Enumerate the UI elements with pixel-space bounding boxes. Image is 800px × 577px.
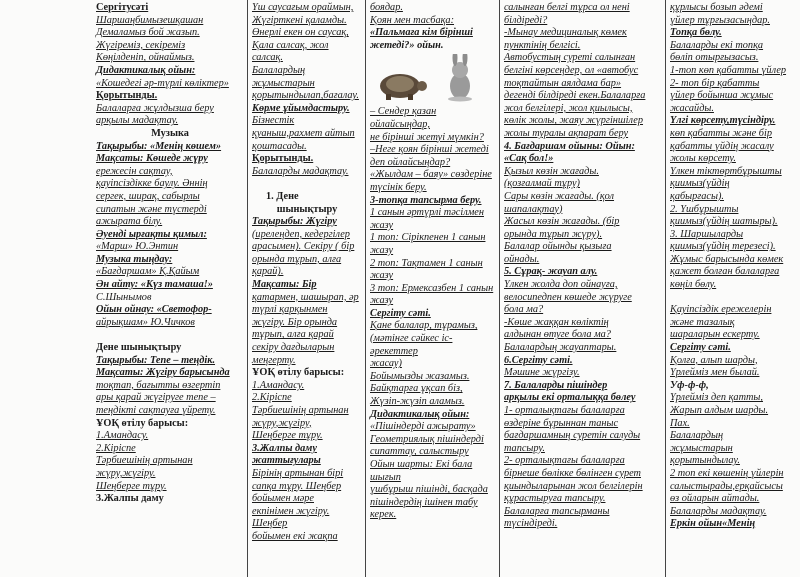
- col1-line: 1.Амандасу.: [96, 430, 149, 442]
- col4-line: пунктінің белгісі.: [504, 39, 581, 51]
- col4-line: шапалақтау): [504, 203, 563, 215]
- col2-line: бойымен мәре: [252, 493, 314, 505]
- col1-line: Жүгіреміз, секіреміз: [96, 39, 186, 51]
- col5-line: жұмыстарын: [670, 442, 733, 454]
- col3-line: жазу: [370, 295, 394, 307]
- col3-line: үшбұрыш пішінді, басқада: [370, 484, 488, 496]
- col4-line: көлік жолы, жаяу жүргіншілер: [504, 115, 644, 127]
- col4-line: 1- орталықтағы балаларға: [504, 405, 625, 416]
- col4-line: -Көше жаққан көліктің: [504, 316, 609, 328]
- col5-line: жолы көрсету.: [670, 153, 736, 165]
- col2-line: Тақырыбы: Жүгіру: [252, 216, 337, 228]
- col5-line: Үлгі көрсету,түсіндіру.: [670, 115, 776, 127]
- col3-line: Қоян мен тасбақа:: [370, 14, 455, 26]
- col4-line: жол белгілері, жол қиылысы,: [504, 102, 633, 114]
- column-3: [366, 0, 499, 577]
- col3-line: «Жылдам – баяу» сөздеріне: [370, 169, 492, 181]
- col3-line: керек.: [370, 509, 397, 521]
- col2-line: [252, 178, 362, 191]
- col5-line: [670, 292, 797, 305]
- column-5: [666, 0, 800, 577]
- col1-line: сергек, ширақ, сабырлы: [96, 190, 200, 202]
- col2-line: Балалардың: [252, 64, 306, 76]
- col1-line: сипатын және түстерді: [96, 203, 207, 215]
- col4-line: дегенді білдіреді екен.Балаларға: [504, 90, 646, 102]
- tortoise-leg: [386, 94, 391, 100]
- col5-line: Балаларды екі топқа: [670, 39, 764, 51]
- col5-line: Қолға, алып шарды,: [670, 354, 758, 366]
- col2-line: қатармен, шашырап, әр: [252, 291, 359, 303]
- column-2: [248, 0, 365, 577]
- col2-line: қорытындылап,бағалау.: [252, 90, 359, 102]
- col1-line: ережесін сақтау,: [96, 165, 173, 177]
- col2-line: меңгерту.: [252, 354, 296, 366]
- col2-line: 1.Амандасу.: [252, 379, 305, 391]
- col1-line: ажырата білу.: [96, 216, 163, 228]
- col1-line: Тәрбиешінің артынан: [96, 455, 193, 467]
- col1-line: айрықшам» Ю.Чичков: [96, 316, 195, 328]
- col5-line: қорытындылау.: [670, 455, 740, 467]
- col1-line: Мақсаты: Көшеде жүру: [96, 153, 208, 165]
- col2-line: Үш саусағым ораймын,: [252, 2, 354, 13]
- col2-line: қуаныш,рахмет айтып: [252, 127, 355, 139]
- col4-line: тоқтайтын аялдама бар»: [504, 77, 622, 89]
- col1-line: 2.Кіріспе: [96, 442, 136, 454]
- col2-line: орында тұрып, алға: [252, 253, 342, 265]
- col4-line: 7. Балаларды пішіндер: [504, 379, 608, 391]
- column-1: [92, 0, 247, 577]
- col3-line: Қане балалар, тұрамыз,: [370, 320, 478, 332]
- col4-line: -Мынау медициналық көмек: [504, 27, 627, 39]
- col3-line: 3-топқа тапсырма беру.: [370, 194, 482, 206]
- col4-line: 5. Сұрақ- жауап алу.: [504, 266, 598, 278]
- col5-line: салыстырады,ерқайсысы: [670, 480, 783, 492]
- col1-line: Демаламыз бой жазып.: [96, 27, 200, 39]
- col1-line: жүру,жүгіру.: [96, 467, 156, 479]
- col4-line: білдіреді?: [504, 14, 548, 26]
- col4-line: Мәшине жүргізу.: [504, 367, 580, 379]
- col1-line: Тақырыбы: Тепе – теңдік.: [96, 354, 216, 366]
- col2-line: қоштасады.: [252, 140, 307, 152]
- col3-line: жетеді?» ойын.: [370, 39, 444, 51]
- col3-line: – Сендер қазан ойлайсыңдар,: [370, 106, 437, 130]
- tortoise-hare-image: [370, 54, 498, 102]
- col2-line: екпінімен жүгіру. Шеңбер: [252, 505, 330, 530]
- col2-line: Көрме ұйымдастыру.: [252, 102, 350, 114]
- col5-line: Топқа бөлу.: [670, 27, 722, 39]
- col3-line: Байқтарға ұқсап біз,: [370, 383, 463, 395]
- col2-line: Қала салсақ, жол: [252, 39, 329, 51]
- col5-line: Жарып алдым шарды.: [670, 405, 769, 416]
- col3-line: сипаттау, салыстыру: [370, 446, 469, 458]
- col1-line: Сергітусәті: [96, 2, 149, 13]
- col2-line: қарай).: [252, 266, 284, 278]
- col1-line: Дене шынықтыру: [96, 342, 182, 354]
- col4-line: тапсыру.: [504, 442, 545, 454]
- col5-line: Пах.: [670, 417, 690, 429]
- col3-line: Бойымызды жазамыз.: [370, 370, 470, 382]
- col3-line: пішіндердің ішінен табу: [370, 496, 478, 508]
- col2-line: тұрып, алға қарай: [252, 329, 334, 341]
- col4-line: 6.Сергіту сәті.: [504, 354, 573, 366]
- col5-line: қажет болған балаларға: [670, 266, 780, 278]
- col5-line: Балаларды мадақтау.: [670, 505, 767, 517]
- col5-line: 2 топ екі көшенің үйлерін: [670, 467, 784, 479]
- col3-line: Геометриялық пішіндерді: [370, 433, 484, 445]
- col5-line: көңіл бөлу.: [670, 279, 717, 291]
- col5-line: құрлысы бозып әдемі: [670, 2, 763, 13]
- col4-line: құрастыруға тапсыру.: [504, 493, 606, 505]
- col1-line: Тақырыбы: «Менің көшем»: [96, 140, 222, 152]
- col1-line: қауіпсіздікке баулу. Әннің: [96, 178, 208, 190]
- col2-line: Бізнестік: [252, 115, 295, 127]
- col5-line: 3. Шаршыларды: [670, 228, 744, 240]
- tortoise-shell-pattern: [386, 76, 414, 92]
- col5-line: Уф-ф-ф,: [670, 379, 709, 391]
- col1-line: [96, 329, 244, 342]
- col1-line: «Марш» Ю.Энтин: [96, 241, 179, 253]
- col4-line: (қозғалмай тұру): [504, 178, 580, 190]
- col2-line: сапқа тұру. Шеңбер: [252, 480, 342, 492]
- col4-line: бірнеше бөлікке бөлінген сурет: [504, 467, 641, 479]
- col1-line: «Кошедегі әр-түрлі көліктер»: [96, 77, 229, 89]
- col4-line: «Сақ бол!»: [504, 153, 554, 165]
- col5-line: бөліп отырғызасыз.: [670, 52, 759, 64]
- col2-line: Қорытынды.: [252, 153, 314, 165]
- col1-line: Мақсаты: Жүгіру барысында: [96, 367, 230, 379]
- col5-line: қиимыз(үйдің терезесі).: [670, 241, 776, 253]
- col1-line: тоқтап, бағытты өзгертіп: [96, 379, 221, 391]
- col4-line: салынған белгі тұрса ол нені: [504, 2, 630, 13]
- col1-line: 3.Жалпы даму: [96, 493, 164, 505]
- col1-line: С.Шынымов: [96, 291, 152, 303]
- col4-line: ойнады.: [504, 253, 540, 265]
- col3-line: жазу: [370, 244, 394, 256]
- col2-line: шынықтыру: [276, 203, 338, 215]
- col3-line: деп ойлайсыңдар?: [370, 156, 451, 168]
- col5-line: Жұмыс барысында көмек: [670, 253, 784, 265]
- col4-line: Балаларға тапсырманы: [504, 505, 610, 517]
- col2-line: ҰОҚ өтілу барысы:: [252, 367, 345, 379]
- col3-line: жазу: [370, 219, 394, 231]
- col5-line: Қауіпсіздік ережелерін: [670, 304, 772, 316]
- col5-line: көп қабатты және бір: [670, 127, 772, 139]
- col2-line: арасымен). Секіру ( бір: [252, 241, 355, 253]
- col4-line: Балалардың жауаптары.: [504, 342, 617, 354]
- col1-line: Шеңберге тұру.: [96, 480, 167, 492]
- col1-line: Шаршаңбимызешқашан: [96, 14, 204, 26]
- col1-line: арқылы мадақтау.: [96, 115, 179, 127]
- col5-line: шараларын ескерту.: [670, 329, 760, 341]
- col3-line: 1 санын әртүрлі тәсілмен: [370, 207, 484, 219]
- col2-line: 3.Жалпы даму: [252, 442, 317, 454]
- col4-line: 2- орталықтағы балаларға: [504, 455, 625, 467]
- col2-line: жаттығулары: [252, 455, 321, 467]
- col5-line: Еркін ойын«Менің: [670, 518, 756, 530]
- col4-line: Қызыл көзін жағады.: [504, 165, 599, 177]
- col4-line: Жасыл көзін жағады. (бір: [504, 216, 620, 228]
- col1-line: «Бағдаршам» Қ.Қайым: [96, 266, 200, 278]
- col3-line: «Пальмаға кім бірінші: [370, 27, 473, 39]
- col2-line: Өнерлі екен он саусақ,: [252, 27, 349, 39]
- col2-line: бойымен екі жақпа: [252, 530, 338, 542]
- col1-line: Көңілденіп, ойнаймыз.: [96, 52, 195, 64]
- col3-line: 3 топ: Ермексазбен 1 санын: [370, 282, 494, 294]
- col2-line: секіру дағдыларын: [252, 342, 335, 354]
- col2-line: Бірінің артынан бірі: [252, 467, 344, 479]
- col4-line: арқылы екі орталыққа бөлеу: [504, 392, 636, 404]
- col3-line: боядар.: [370, 2, 403, 13]
- col4-line: орында тұрып жүру).: [504, 228, 603, 240]
- col3-line: не бірінші жетуі мүмкін?: [370, 131, 484, 143]
- col3-line: жасау): [370, 358, 402, 370]
- col5-line: қиимыз(үйдің: [670, 178, 730, 190]
- col2-line: жұмыстарын: [252, 77, 315, 89]
- col4-line: бола ма?: [504, 304, 544, 316]
- col3-line: Дидактикалық ойын:: [370, 408, 470, 420]
- blank-margin: [0, 0, 90, 577]
- col3-line: 2 топ: Тақтамен 1 санын: [370, 257, 483, 269]
- col4-line: өздеріне бұрыннан таныс: [504, 417, 619, 429]
- col2-line: 2.Кіріспе: [252, 392, 292, 404]
- col4-line: велосипедпен көшеде жүруге: [504, 291, 632, 303]
- col1-line: Балаларға жұлдызша беру: [96, 102, 214, 114]
- col1-line: ары қарай жүгіруге тепе –: [96, 392, 216, 404]
- col1-line: Музыка: [151, 127, 189, 139]
- col5-line: үйлер бойынша жұмыс: [670, 90, 774, 102]
- col1-line: Дидактикалық ойын:: [96, 64, 196, 76]
- col4-line: қиындыларынан жол белгілерін: [504, 480, 643, 492]
- col5-line: және тазалық: [670, 316, 735, 328]
- tortoise-head: [417, 81, 427, 91]
- col3-line: –Неге қоян бірінші жетеді: [370, 144, 489, 156]
- col3-line: 1 топ: Сірікпенен 1 санын: [370, 232, 486, 244]
- col3-line: Сергіту сәті.: [370, 307, 431, 319]
- col5-line: 2- топ бір қабатты: [670, 77, 760, 89]
- col2-line: Мақсаты: Бір: [252, 279, 317, 291]
- col4-line: түсіндіреді.: [504, 518, 558, 530]
- col2-line: Балаларды мадақтау.: [252, 165, 349, 177]
- tortoise-and-hare-illustration: [370, 54, 496, 102]
- col4-line: бағдаршамның суретін салуды: [504, 430, 641, 442]
- tortoise-leg: [408, 94, 413, 100]
- col1-line: Әуенді ырғақты қимыл:: [96, 228, 207, 240]
- col1-line: Қорытынды.: [96, 90, 158, 102]
- col5-line: Сергіту сәті.: [670, 342, 731, 354]
- col1-line: Ән айту: «Күз тамаша!»: [96, 279, 213, 291]
- col1-line: теңдікті сақтауға үйрету.: [96, 405, 216, 416]
- col2-line: Шеңберге тұру.: [252, 430, 323, 442]
- col1-line: Музыка тыңдау:: [96, 253, 173, 265]
- col2-line: түрлі қарқынмен: [252, 304, 328, 316]
- col3-line: түсінік беру.: [370, 181, 427, 193]
- col1-line: Ойын ойнау: «Светофор-: [96, 304, 212, 316]
- col4-line: Сары көзін жағады. (қол: [504, 190, 615, 202]
- col5-line: үйлер тұрғызасыңдар.: [670, 14, 770, 26]
- hare-shadow: [448, 97, 472, 102]
- col2-line: жүру,жүгіру,: [252, 417, 312, 429]
- column-4: [500, 0, 665, 577]
- col4-line: алдынан өтуге бола ма?: [504, 329, 611, 341]
- col3-line: (мәтінге сәйкес іс-әрекеттер: [370, 333, 453, 357]
- col2-line: Жүгірткені қаламды.: [252, 14, 347, 26]
- col4-line: Үлкен жолда доп ойнауға,: [504, 279, 618, 291]
- col4-line: Балалар ойынды қызыға: [504, 241, 612, 253]
- col3-line: «Пішіндерді ажырату»: [370, 421, 476, 433]
- col5-line: қиимыз(үйдің шатыры).: [670, 216, 778, 228]
- col5-line: жасайды.: [670, 102, 714, 114]
- col2-line: (ирелеңдеп, кедергілер: [252, 228, 350, 240]
- col1-line: ҰОҚ өтілу барысы:: [96, 417, 189, 429]
- col5-line: 2. Үшбұрышты: [670, 203, 739, 215]
- col4-line: жолы туралы ақпарат беру: [504, 127, 629, 139]
- col2-line: 1. Дене: [266, 190, 299, 202]
- col5-line: қабатты үйдің жасалу: [670, 140, 774, 152]
- col5-line: Үлкен тіктөртбұрышты: [670, 165, 782, 177]
- col5-line: қабырғасы).: [670, 190, 724, 202]
- col3-line: Ойын шарты: Екі бала шығып: [370, 459, 473, 483]
- col4-line: 4. Бағдаршам ойыны: Ойын:: [504, 140, 635, 152]
- col5-line: 1-топ көп қабатты үйлер: [670, 64, 787, 76]
- col5-line: Балалардың: [670, 430, 724, 442]
- col2-line: салсақ.: [252, 52, 283, 64]
- col3-line: Жүзіп-жүзіп аламыз.: [370, 396, 465, 408]
- col5-line: өз ойларын айтады.: [670, 493, 760, 505]
- col3-line: жазу: [370, 270, 394, 282]
- col4-line: Автобустың суреті салынған: [504, 52, 636, 64]
- col5-line: Үрлейміз деп қатты,: [670, 392, 763, 404]
- col4-line: белгіні көрсеңдер, ол «автобус: [504, 64, 639, 76]
- col5-line: Үрлейміз мен былай.: [670, 367, 760, 379]
- col2-line: Тәрбиешінің артынан: [252, 405, 349, 416]
- col2-line: жүгіру. Бір орында: [252, 316, 338, 328]
